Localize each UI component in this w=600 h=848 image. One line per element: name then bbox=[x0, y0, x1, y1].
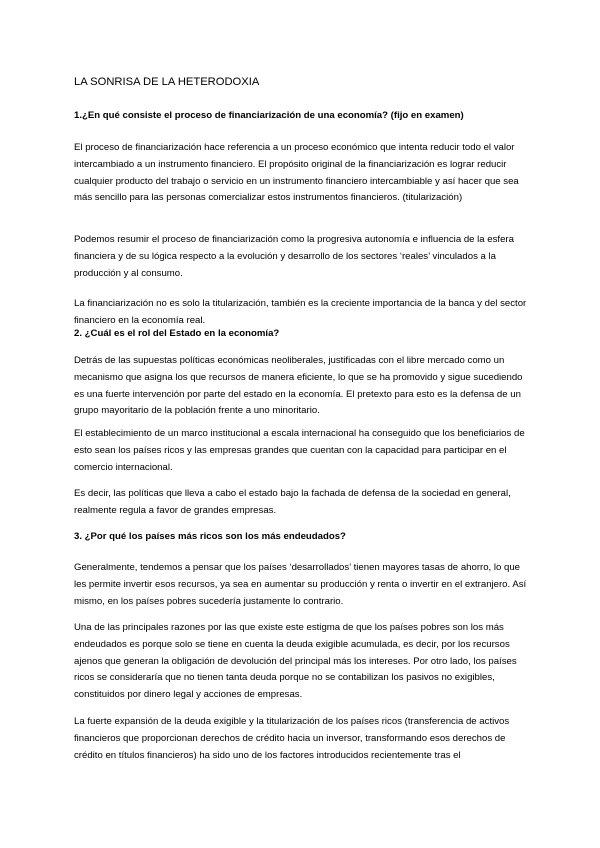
question-3-heading: 3. ¿Por qué los países más ricos son los más endeudados? bbox=[74, 531, 346, 542]
paragraph-9: La fuerte expansión de la deuda exigible y la titularización de los países ricos (transferencia de activos financieros que proporcionan derechos de crédito hacia un inversor, transformando esos derechos de crédito en títulos financieros) ha sido uno de los factores introducidos recientemente tras el bbox=[74, 716, 510, 761]
paragraph-3: La financiarización no es solo la titularización, también es la creciente importancia de la banca y del sector financiero en la economía real. bbox=[74, 298, 527, 326]
paragraph-8: Una de las principales razones por las que existe este estigma de que los países pobres son los más endeudados es porque solo se tiene en cuenta la deuda exigible acumulada, es decir, por los recursos ajenos que generan la obligación de devolución del principal más los intereses. Por otro lado, los países ricos se consideraría que no tienen tanta deuda porque no se contabilizan los pasivos no exigibles, constituidos por dinero legal y acciones de empresas. bbox=[74, 622, 517, 701]
paragraph-2: Podemos resumir el proceso de financiarización como la progresiva autonomía e influencia de la esfera financiera y de su lógica respecto a la evolución y desarrollo de los sectores ‘reales’ vinculados a la producción y al consumo. bbox=[74, 234, 514, 279]
document-title: LA SONRISA DE LA HETERODOXIA bbox=[74, 76, 260, 88]
question-1-heading: 1.¿En qué consiste el proceso de financiarización de una economía? (fijo en examen) bbox=[74, 110, 464, 121]
question-2-heading: 2. ¿Cuál es el rol del Estado en la economía? bbox=[74, 328, 280, 339]
paragraph-5: El establecimiento de un marco institucional a escala internacional ha conseguido que los beneficiarios de esto sean los países ricos y las empresas grandes que cuentan con la capacidad para participar en el comercio internacional. bbox=[74, 428, 525, 473]
paragraph-4: Detrás de las supuestas políticas económicas neoliberales, justificadas con el libre mercado como un mecanismo que asigna los que recursos de manera eficiente, lo que se ha promovido y sigue sucediendo es una fuerte intervención por parte del estado en la economía. El pretexto para esto es la defensa de un grupo mayoritario de la población frente a uno minoritario. bbox=[74, 355, 523, 417]
paragraph-1: El proceso de financiarización hace referencia a un proceso económico que intenta reducir todo el valor intercambiado a un instrumento financiero. El propósito original de la financiarización es lograr reducir cualquier producto del trabajo o servicio en un instrumento financiero intercambiable y así hacer que sea más sencillo para las personas comercializar estos instrumentos financieros. (titularización) bbox=[74, 142, 519, 204]
paragraph-7: Generalmente, tendemos a pensar que los países ‘desarrollados’ tienen mayores tasas de ahorro, lo que les permite invertir esos recursos, ya sea en aumentar su producción y renta o invertir en el extranjero. Así mismo, en los países pobres sucedería justamente lo contrario. bbox=[74, 562, 527, 607]
paragraph-6: Es decir, las políticas que lleva a cabo el estado bajo la fachada de defensa de la sociedad en general, realmente regula a favor de grandes empresas. bbox=[74, 488, 511, 516]
